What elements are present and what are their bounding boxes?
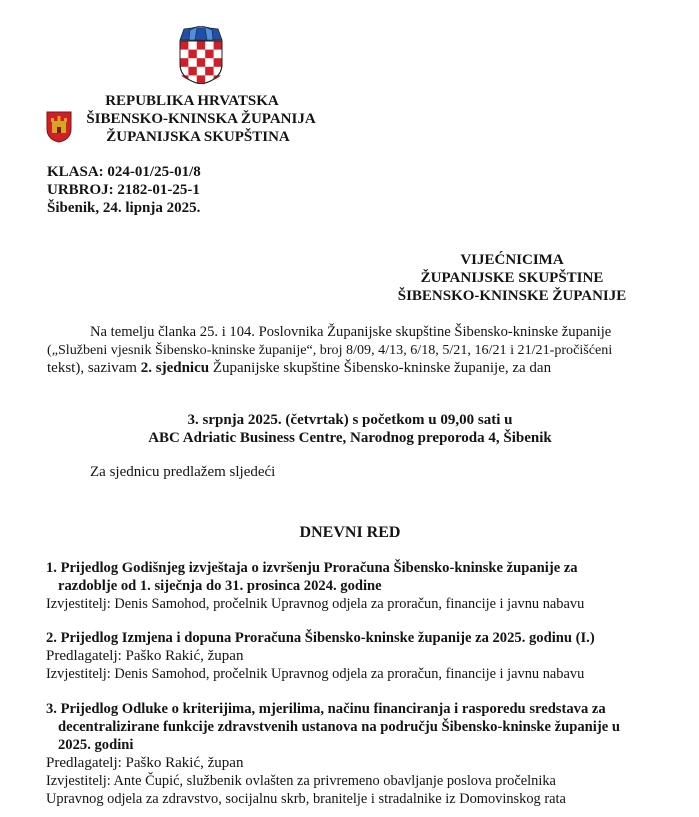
header-assembly: ŽUPANIJSKA SKUPŠTINA [106, 129, 290, 145]
croatian-coat-of-arms-icon [178, 26, 224, 84]
intro-line-3 [47, 359, 551, 377]
county-coat-of-arms-icon [46, 111, 72, 143]
intro-text-a: tekst), sazivam [47, 360, 141, 376]
urbroj: URBROJ: 2182-01-25-1 [47, 182, 200, 198]
addressee-line-1: VIJEĆNICIMA [460, 252, 564, 268]
intro-line-1: Na temelju članka 25. i 104. Poslovnika Županijske skupštine Šibensko-kninske županije [90, 324, 612, 340]
agenda-item-3-rapporteur-2: Upravnog odjela za zdravstvo, socijalnu skrb, branitelje i stradalnike iz Domovinskog rata [46, 791, 566, 807]
intro-text-c: Županijske skupštine Šibensko-kninske županije, za dan [209, 360, 552, 376]
addressee-line-3: ŠIBENSKO-KNINSKE ŽUPANIJE [397, 288, 627, 304]
fortress-icon [51, 116, 67, 133]
agenda-item-2-rapporteur: Izvjestitelj: Denis Samohod, pročelnik Upravnog odjela za proračun, financije i javnu nabavu [46, 666, 585, 682]
propose-text: Za sjednicu predlažem sljedeći [90, 464, 276, 480]
agenda-item-1-rapporteur: Izvjestitelj: Denis Samohod, pročelnik Upravnog odjela za proračun, financije i javnu nabavu [46, 596, 585, 612]
intro-line-2: („Službeni vjesnik Šibensko-kninske županije“, broj 8/09, 4/13, 6/18, 5/21, 16/21 i 21/21-pročišćeni [47, 342, 613, 358]
agenda-item-1-title-2: razdoblje od 1. siječnja do 31. prosinca 2024. godine [58, 578, 382, 594]
agenda-item-1-title-1: 1. Prijedlog Godišnjeg izvještaja o izvršenju Proračuna Šibensko-kninske županije za [46, 560, 578, 576]
agenda-item-2-proposer: Predlagatelj: Paško Rakić, župan [46, 648, 244, 664]
session-number: 2. sjednicu [140, 360, 210, 376]
agenda-item-3-title-3: 2025. godini [58, 737, 134, 753]
agenda-item-2-title-1: 2. Prijedlog Izmjena i dopuna Proračuna Šibensko-kninske županije za 2025. godinu (I.) [46, 630, 595, 646]
crown-icon [180, 26, 222, 40]
place-date: Šibenik, 24. lipnja 2025. [47, 200, 201, 216]
klasa: KLASA: 024-01/25-01/8 [47, 164, 201, 180]
header-county: ŠIBENSKO-KNINSKA ŽUPANIJA [86, 111, 316, 127]
agenda-item-3-title-2: decentralizirane funkcije zdravstvenih ustanova na području Šibensko-kninske županije u [58, 719, 620, 735]
agenda-item-3-proposer: Predlagatelj: Paško Rakić, župan [46, 755, 244, 771]
agenda-item-3-title-1: 3. Prijedlog Odluke o kriterijima, mjerilima, načinu financiranja i rasporedu sredstava za [46, 701, 606, 717]
session-location: ABC Adriatic Business Centre, Narodnog preporoda 4, Šibenik [148, 430, 552, 446]
addressee-line-2: ŽUPANIJSKE SKUPŠTINE [420, 270, 604, 286]
session-date-time: 3. srpnja 2025. (četvrtak) s početkom u 09,00 sati u [187, 412, 513, 428]
header-republic: REPUBLIKA HRVATSKA [105, 93, 279, 109]
checkered-shield-icon [180, 41, 222, 84]
agenda-title: DNEVNI RED [299, 524, 401, 541]
agenda-item-3-rapporteur-1: Izvjestitelj: Ante Čupić, službenik ovlašten za privremeno obavljanje poslova pročelnika [46, 773, 556, 789]
